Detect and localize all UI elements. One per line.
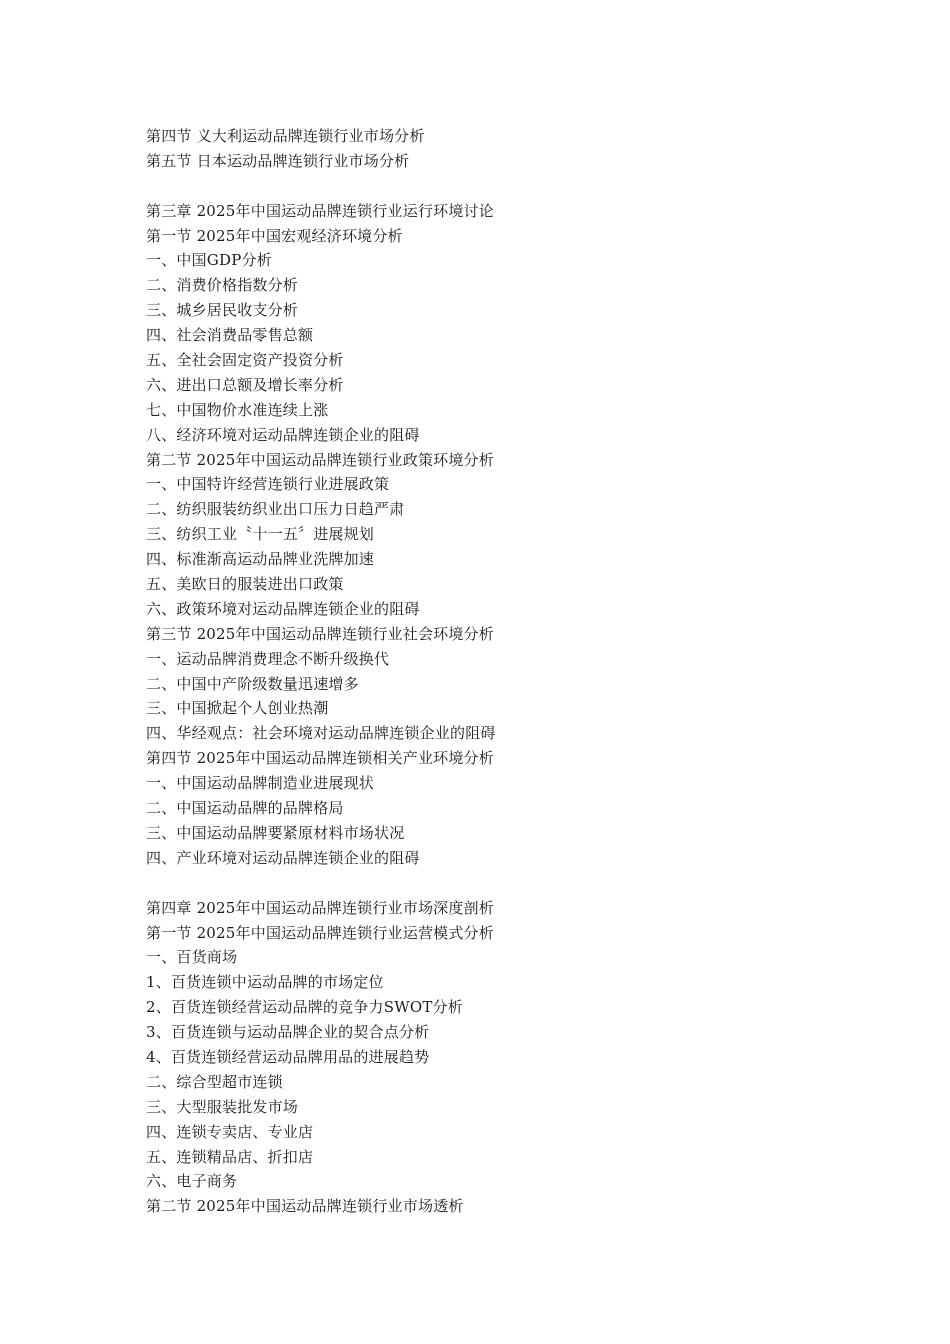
section-heading: 第二节 2025年中国运动品牌连锁行业市场透析 (146, 1197, 464, 1216)
toc-line: 五、连锁精品店、折扣店 (146, 1147, 314, 1166)
toc-line: 一、中国运动品牌制造业进展现状 (146, 774, 375, 793)
blank-line (146, 174, 866, 199)
toc-line: 五、美欧日的服装进出口政策 (146, 575, 344, 594)
toc-line: 3、百货连锁与运动品牌企业的契合点分析 (146, 1023, 430, 1042)
toc-line: 一、百货商场 (146, 948, 238, 967)
toc-line: 第四节 义大利运动品牌连锁行业市场分析 (146, 127, 425, 145)
chapter-heading: 第四章 2025年中国运动品牌连锁行业市场深度剖析 (146, 898, 494, 917)
toc-line: 二、中国运动品牌的品牌格局 (146, 799, 344, 818)
toc-line: 三、中国掀起个人创业热潮 (146, 699, 329, 718)
toc-line: 四、华经观点：社会环境对运动品牌连锁企业的阻碍 (146, 724, 496, 743)
chapter-heading: 第三章 2025年中国运动品牌连锁行业运行环境讨论 (146, 201, 494, 220)
toc-line: 二、纺织服装纺织业出口压力日趋严肃 (146, 500, 405, 519)
toc-line: 2、百货连锁经营运动品牌的竞争力SWOT分析 (146, 998, 463, 1017)
toc-line: 1、百货连锁中运动品牌的市场定位 (146, 973, 384, 992)
toc-line: 4、百货连锁经营运动品牌用品的进展趋势 (146, 1047, 430, 1066)
toc-line: 三、纺织工业〝十一五〞进展规划 (146, 525, 375, 544)
toc-line: 八、经济环境对运动品牌连锁企业的阻碍 (146, 425, 420, 444)
toc-line: 四、连锁专卖店、专业店 (146, 1122, 314, 1141)
toc-line: 四、标准渐高运动品牌业洗牌加速 (146, 550, 375, 569)
toc-line: 二、综合型超市连锁 (146, 1072, 283, 1091)
toc-line: 六、进出口总额及增长率分析 (146, 375, 344, 394)
toc-line: 七、中国物价水准连续上涨 (146, 400, 329, 419)
toc-line: 六、政策环境对运动品牌连锁企业的阻碍 (146, 599, 420, 618)
toc-line: 一、中国特许经营连锁行业进展政策 (146, 475, 390, 494)
toc-line: 一、运动品牌消费理念不断升级换代 (146, 649, 390, 668)
toc-line: 三、中国运动品牌要紧原材料市场状况 (146, 823, 405, 842)
toc-line: 五、全社会固定资产投资分析 (146, 351, 344, 370)
toc-line: 一、中国GDP分析 (146, 251, 272, 270)
section-heading: 第一节 2025年中国运动品牌连锁行业运营模式分析 (146, 923, 494, 942)
toc-line: 四、产业环境对运动品牌连锁企业的阻碍 (146, 848, 420, 867)
toc-line: 六、电子商务 (146, 1172, 238, 1191)
blank-line (146, 871, 866, 896)
toc-line: 三、城乡居民收支分析 (146, 301, 299, 320)
toc-line: 四、社会消费品零售总额 (146, 326, 314, 345)
section-heading: 第二节 2025年中国运动品牌连锁行业政策环境分析 (146, 450, 494, 469)
toc-line: 二、中国中产阶级数量迅速增多 (146, 674, 359, 693)
toc-line: 三、大型服装批发市场 (146, 1097, 299, 1116)
toc-line: 二、消费价格指数分析 (146, 276, 299, 295)
toc-line: 第五节 日本运动品牌连锁行业市场分析 (146, 151, 410, 170)
section-heading: 第四节 2025年中国运动品牌连锁相关产业环境分析 (146, 749, 494, 768)
document-page (146, 124, 866, 1219)
section-heading: 第三节 2025年中国运动品牌连锁行业社会环境分析 (146, 624, 494, 643)
section-heading: 第一节 2025年中国宏观经济环境分析 (146, 226, 403, 245)
